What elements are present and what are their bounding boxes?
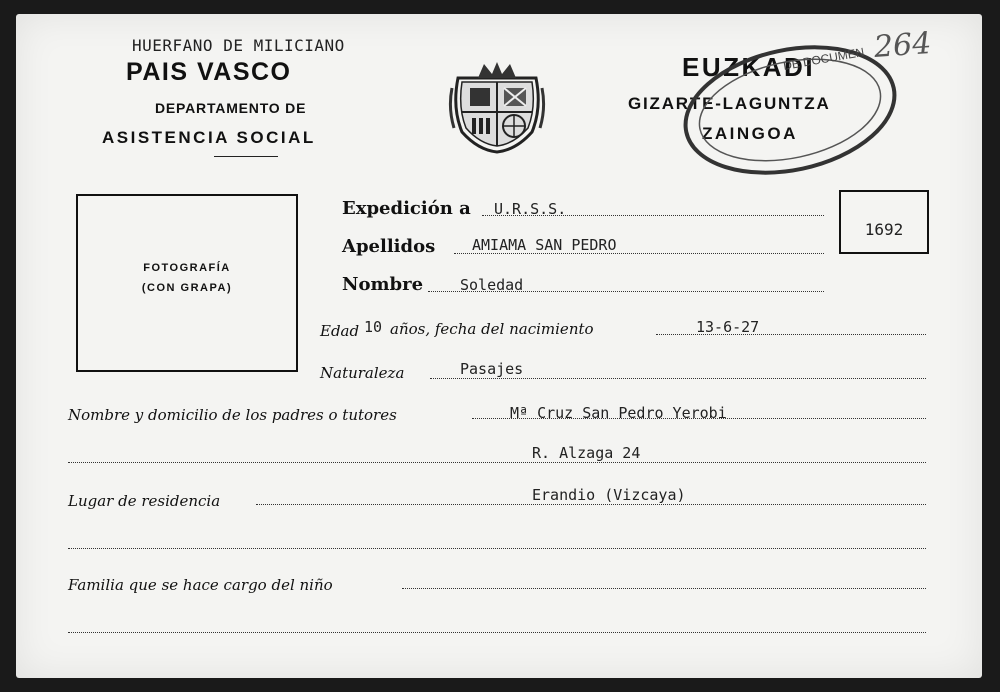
expedicion-value: U.R.S.S. [494, 200, 567, 218]
residencia-line-1 [256, 504, 926, 505]
header-euzkadi: EUZKADI [682, 52, 816, 82]
residencia-label: Lugar de residencia [68, 492, 221, 510]
fecha-nacimiento-label: años, fecha del nacimiento [390, 320, 594, 338]
padres-line-2 [68, 462, 926, 463]
naturaleza-value: Pasajes [460, 360, 524, 378]
residencia-line-2 [68, 548, 926, 549]
edad-value: 10 [364, 318, 383, 336]
photo-staple-note: (CON GRAPA) [141, 282, 233, 294]
familia-label: Familia que se hace cargo del niño [68, 576, 333, 594]
handwritten-number: 264 [872, 26, 933, 65]
oval-stamp [678, 36, 900, 176]
nombre-label: Nombre [342, 274, 424, 295]
header-orphan-line: HUERFANO DE MILICIANO [132, 36, 345, 55]
residencia-value: Erandio (Vizcaya) [532, 486, 686, 504]
stamp-text: DE DOCUMEN [782, 44, 866, 73]
header-departamento: DEPARTAMENTO DE [155, 100, 307, 116]
document-card [16, 14, 982, 678]
record-number: 1692 [864, 220, 904, 239]
padres-label: Nombre y domicilio de los padres o tutores [68, 406, 397, 424]
naturaleza-line [430, 378, 926, 379]
familia-line-2 [68, 632, 926, 633]
header-zaingoa: ZAINGOA [702, 124, 798, 143]
apellidos-label: Apellidos [342, 236, 436, 257]
apellidos-value: AMIAMA SAN PEDRO [472, 236, 617, 254]
naturaleza-label: Naturaleza [320, 364, 405, 382]
header-asistencia-social: ASISTENCIA SOCIAL [102, 128, 316, 147]
record-number-box [839, 190, 929, 254]
coat-of-arms-icon [448, 58, 546, 154]
header-underline [214, 156, 278, 157]
header-gizarte-laguntza: GIZARTE-LAGUNTZA [628, 94, 831, 113]
photo-box [76, 194, 298, 372]
birth-date-value: 13-6-27 [696, 318, 760, 336]
familia-line-1 [402, 588, 926, 589]
nombre-value: Soledad [460, 276, 524, 294]
expedicion-label: Expedición a [342, 198, 471, 219]
padres-value-1: Mª Cruz San Pedro Yerobi [510, 404, 727, 422]
edad-label: Edad [320, 322, 360, 340]
padres-value-2: R. Alzaga 24 [532, 444, 641, 462]
header-pais-vasco: PAIS VASCO [126, 58, 292, 86]
photo-label: FOTOGRAFÍA [143, 262, 231, 274]
